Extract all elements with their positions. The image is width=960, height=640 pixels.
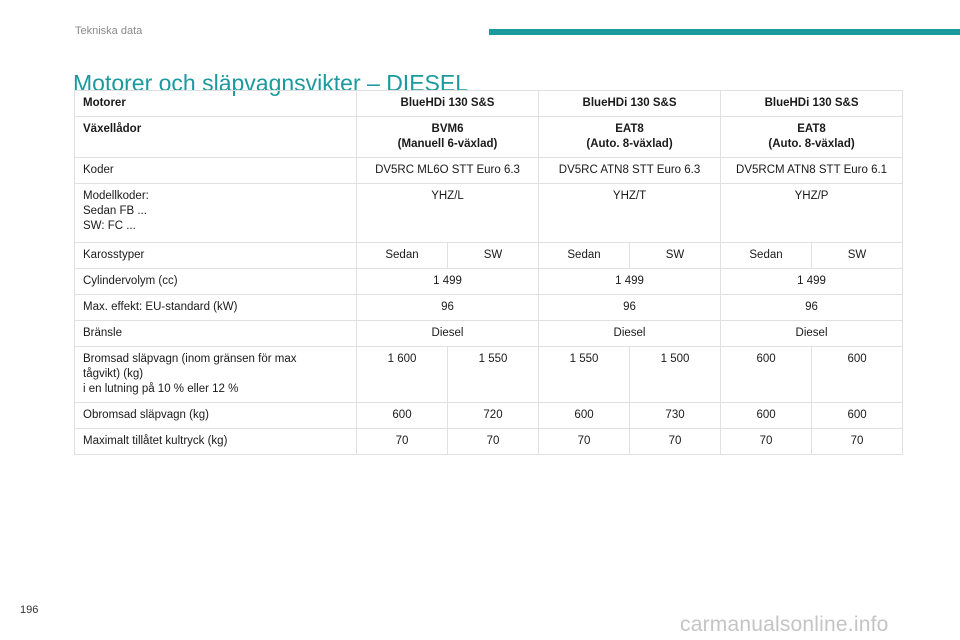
section-header: Tekniska data: [75, 25, 143, 37]
body-type-cell: SW: [630, 243, 721, 269]
gearbox-code: EAT8: [797, 123, 826, 135]
model-code-cell: YHZ/P: [721, 184, 903, 243]
row-label-line: SW: FC ...: [83, 220, 136, 232]
unbraked-trailer-cell: 600: [812, 403, 903, 429]
row-label: Cylindervolym (cc): [75, 269, 357, 295]
gearbox-cell: [357, 117, 539, 158]
power-cell: 96: [721, 295, 903, 321]
table-row-body-types: [75, 243, 903, 269]
braked-trailer-cell: 1 550: [539, 347, 630, 403]
specifications-table: [74, 90, 903, 455]
fuel-cell: Diesel: [721, 321, 903, 347]
gearbox-cell: [539, 117, 721, 158]
table-row-displacement: [75, 269, 903, 295]
body-type-cell: Sedan: [539, 243, 630, 269]
code-cell: DV5RC ATN8 STT Euro 6.3: [539, 158, 721, 184]
table-row-nose-weight: [75, 429, 903, 455]
braked-trailer-cell: 1 500: [630, 347, 721, 403]
gearbox-description: (Auto. 8-växlad): [768, 138, 855, 150]
table-row-model-codes: [75, 184, 903, 243]
row-label: Växellådor: [75, 117, 357, 158]
row-label: Maximalt tillåtet kultryck (kg): [75, 429, 357, 455]
braked-trailer-cell: 1 600: [357, 347, 448, 403]
braked-trailer-cell: 600: [721, 347, 812, 403]
fuel-cell: Diesel: [539, 321, 721, 347]
gearbox-code: BVM6: [431, 123, 464, 135]
power-cell: 96: [357, 295, 539, 321]
model-code-cell: YHZ/T: [539, 184, 721, 243]
engine-cell: BlueHDi 130 S&S: [539, 91, 721, 117]
table-row-power: [75, 295, 903, 321]
nose-weight-cell: 70: [721, 429, 812, 455]
nose-weight-cell: 70: [448, 429, 539, 455]
body-type-cell: SW: [812, 243, 903, 269]
model-code-cell: YHZ/L: [357, 184, 539, 243]
unbraked-trailer-cell: 730: [630, 403, 721, 429]
gearbox-description: (Manuell 6-växlad): [397, 138, 498, 150]
table-row-braked-trailer: [75, 347, 903, 403]
row-label: [75, 347, 357, 403]
unbraked-trailer-cell: 600: [721, 403, 812, 429]
table-row-unbraked-trailer: [75, 403, 903, 429]
power-cell: 96: [539, 295, 721, 321]
page-number: 196: [20, 604, 39, 616]
code-cell: DV5RC ML6O STT Euro 6.3: [357, 158, 539, 184]
unbraked-trailer-cell: 600: [357, 403, 448, 429]
row-label: Max. effekt: EU-standard (kW): [75, 295, 357, 321]
row-label: [75, 184, 357, 243]
row-label-line: Modellkoder:: [83, 190, 149, 202]
fuel-cell: Diesel: [357, 321, 539, 347]
row-label-line: tågvikt) (kg): [83, 368, 144, 380]
table-row-codes: [75, 158, 903, 184]
gearbox-cell: [721, 117, 903, 158]
engine-cell: BlueHDi 130 S&S: [357, 91, 539, 117]
engine-cell: BlueHDi 130 S&S: [721, 91, 903, 117]
nose-weight-cell: 70: [630, 429, 721, 455]
row-label: Bränsle: [75, 321, 357, 347]
row-label: Motorer: [75, 91, 357, 117]
row-label: Obromsad släpvagn (kg): [75, 403, 357, 429]
page-title: Motorer och släpvagnsvikter – DIESEL: [73, 70, 469, 97]
body-type-cell: Sedan: [721, 243, 812, 269]
table-row-engines: [75, 91, 903, 117]
displacement-cell: 1 499: [539, 269, 721, 295]
nose-weight-cell: 70: [357, 429, 448, 455]
nose-weight-cell: 70: [812, 429, 903, 455]
braked-trailer-cell: 600: [812, 347, 903, 403]
row-label: Karosstyper: [75, 243, 357, 269]
row-label-line: Sedan FB ...: [83, 205, 147, 217]
unbraked-trailer-cell: 600: [539, 403, 630, 429]
row-label-line: Bromsad släpvagn (inom gränsen för max: [83, 353, 297, 365]
row-label-line: i en lutning på 10 % eller 12 %: [83, 383, 239, 395]
watermark: carmanualsonline.info: [680, 613, 889, 636]
nose-weight-cell: 70: [539, 429, 630, 455]
displacement-cell: 1 499: [357, 269, 539, 295]
braked-trailer-cell: 1 550: [448, 347, 539, 403]
header-accent-bar: [489, 29, 960, 35]
displacement-cell: 1 499: [721, 269, 903, 295]
row-label: Koder: [75, 158, 357, 184]
table-row-fuel: [75, 321, 903, 347]
gearbox-code: EAT8: [615, 123, 644, 135]
table-row-gearbox: [75, 117, 903, 158]
body-type-cell: SW: [448, 243, 539, 269]
code-cell: DV5RCM ATN8 STT Euro 6.1: [721, 158, 903, 184]
unbraked-trailer-cell: 720: [448, 403, 539, 429]
gearbox-description: (Auto. 8-växlad): [586, 138, 673, 150]
body-type-cell: Sedan: [357, 243, 448, 269]
